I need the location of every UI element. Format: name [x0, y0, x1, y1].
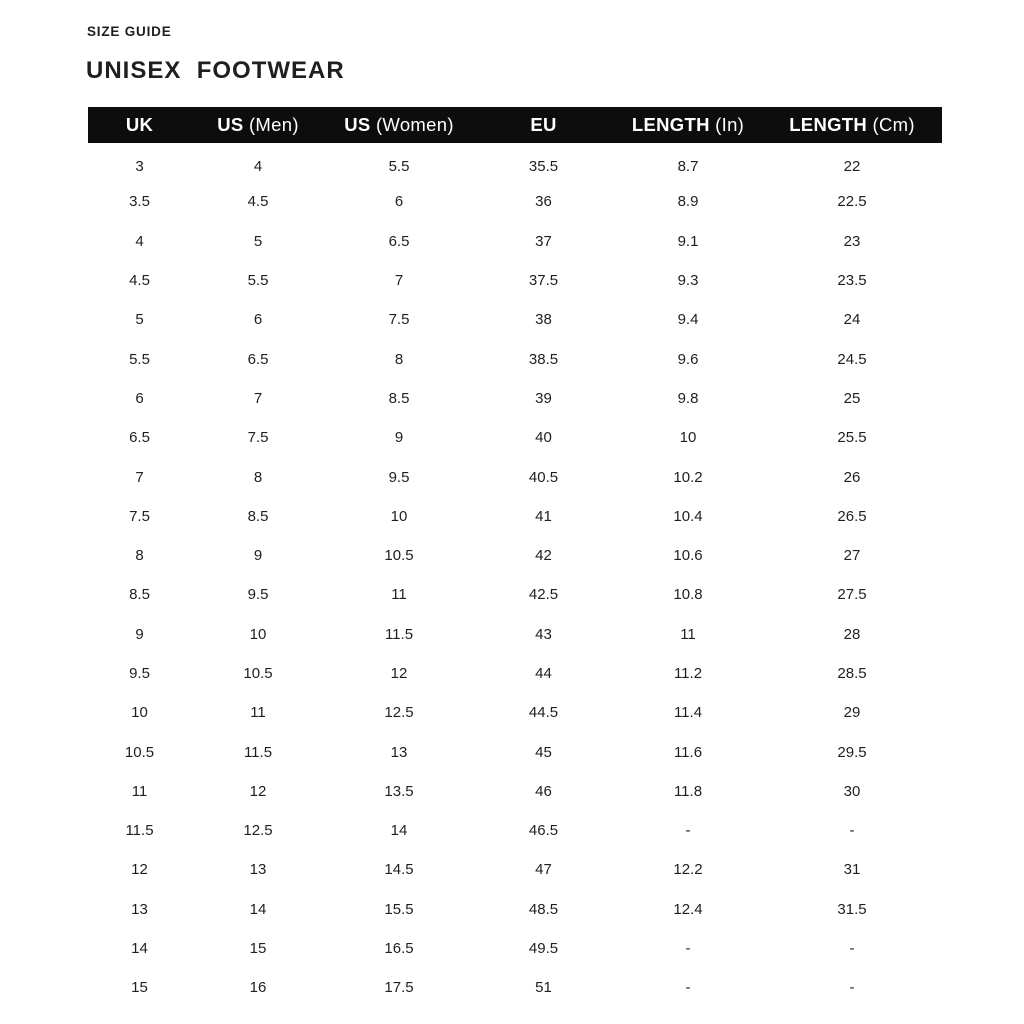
cell-length-in: 9.1: [677, 232, 699, 250]
cell-us-women: 9: [394, 429, 404, 447]
col-header-us-men-label: US: [217, 114, 244, 135]
cell-us-men: 7: [253, 389, 263, 407]
cell-uk: 7: [135, 468, 144, 486]
cell-us-women: 12: [390, 665, 408, 682]
cell-us-men: 8.5: [247, 507, 269, 525]
cell-us-women: 8.5: [388, 389, 410, 407]
cell-eu: 37.5: [528, 272, 559, 290]
cell-us-men: 11.5: [243, 743, 273, 761]
cell-uk: 12: [131, 861, 148, 879]
col-header-length-in: [614, 107, 762, 143]
size-guide-eyebrow: SIZE GUIDE: [87, 24, 172, 39]
cell-eu: 47: [535, 861, 552, 879]
cell-us-women: 17.5: [384, 979, 414, 997]
cell-uk: 14: [131, 940, 148, 958]
table-row: [88, 300, 942, 339]
cell-length-cm: -: [849, 822, 855, 840]
cell-length-cm: 23.5: [837, 272, 867, 290]
cell-us-men: 12.5: [243, 822, 273, 840]
cell-us-men: 11: [250, 704, 266, 722]
cell-eu: 40.5: [528, 468, 559, 486]
cell-uk: 7.5: [129, 507, 150, 525]
cell-length-in: -: [685, 940, 691, 958]
cell-uk: 13: [131, 900, 148, 918]
table-row: [88, 654, 942, 693]
col-header-us-men: [191, 107, 325, 143]
cell-length-cm: 29: [843, 704, 861, 722]
cell-us-women: 14: [390, 822, 408, 840]
cell-length-cm: 22: [843, 157, 861, 175]
table-head: [88, 107, 942, 143]
cell-eu: 49.5: [528, 940, 559, 958]
cell-length-cm: 24: [843, 311, 861, 329]
size-table-header-row: [88, 107, 942, 143]
cell-uk: 4: [135, 232, 144, 250]
cell-length-cm: 26: [843, 468, 861, 486]
col-header-eu-label: EU: [530, 114, 557, 135]
cell-uk: 15: [131, 979, 148, 997]
cell-us-men: 7.5: [247, 429, 269, 447]
table-row: [88, 772, 942, 811]
cell-length-in: 10.4: [673, 507, 703, 525]
cell-length-cm: -: [849, 940, 855, 958]
cell-length-in: 12.4: [673, 900, 703, 918]
cell-length-cm: 31.5: [837, 900, 867, 918]
cell-us-women: 11: [391, 586, 407, 604]
col-header-us-women-qualifier: (Women): [370, 114, 454, 135]
table-body: [88, 143, 942, 1008]
size-conversion-table: [88, 107, 942, 1008]
cell-uk: 8.5: [129, 586, 150, 604]
col-header-length-in-qualifier: (In): [709, 114, 745, 135]
cell-us-women: 10.5: [384, 547, 414, 565]
table-row: [88, 693, 942, 732]
col-header-length-cm: [762, 107, 942, 143]
cell-eu: 44.5: [528, 704, 559, 722]
cell-length-in: 10.2: [673, 468, 703, 486]
cell-us-women: 13.5: [384, 782, 414, 800]
cell-uk: 9: [135, 625, 144, 643]
cell-length-in: 8.7: [677, 157, 699, 175]
table-row: [88, 575, 942, 614]
table-row: [88, 339, 942, 378]
cell-length-in: 9.3: [677, 272, 699, 290]
cell-us-women: 11.5: [384, 625, 414, 643]
cell-uk: 4.5: [129, 272, 150, 290]
cell-uk: 3.5: [129, 193, 150, 211]
cell-length-in: 11.2: [673, 665, 703, 682]
cell-length-in: 8.9: [677, 193, 699, 211]
table-row: [88, 182, 942, 221]
col-header-us-women-label: US: [344, 114, 371, 135]
table-row: [88, 418, 942, 457]
cell-us-men: 12: [249, 782, 267, 800]
table-row: [88, 457, 942, 496]
cell-us-men: 6.5: [247, 350, 269, 368]
cell-uk: 6.5: [129, 429, 150, 447]
cell-length-in: 10.8: [673, 586, 703, 604]
cell-length-cm: 30: [843, 782, 861, 800]
cell-us-women: 8: [394, 350, 404, 368]
cell-us-women: 12.5: [384, 704, 414, 722]
cell-us-men: 15: [249, 940, 267, 958]
table-row: [88, 143, 942, 182]
cell-us-women: 13: [390, 743, 408, 761]
cell-uk: 5: [135, 311, 144, 329]
cell-us-men: 10: [249, 625, 267, 643]
table-row: [88, 379, 942, 418]
cell-length-in: 11: [680, 625, 696, 643]
cell-length-cm: 27: [843, 547, 861, 565]
cell-uk: 8: [135, 547, 144, 565]
cell-us-women: 7: [394, 272, 404, 290]
cell-length-cm: 24.5: [837, 350, 867, 368]
cell-length-cm: 25: [843, 389, 861, 407]
col-header-uk: [88, 107, 191, 143]
cell-uk: 6: [135, 389, 144, 407]
cell-us-men: 4: [253, 157, 263, 175]
cell-length-in: 11.8: [673, 782, 703, 800]
cell-us-women: 16.5: [384, 940, 414, 958]
cell-length-in: 10: [679, 429, 697, 447]
cell-eu: 51: [535, 979, 552, 997]
col-header-length-in-label: LENGTH: [631, 114, 710, 135]
cell-eu: 42: [535, 547, 552, 565]
cell-us-men: 5.5: [247, 272, 269, 290]
cell-eu: 46.5: [528, 822, 559, 840]
cell-length-in: 9.8: [677, 389, 699, 407]
cell-us-men: 9: [253, 547, 263, 565]
cell-uk: 10.5: [124, 743, 155, 761]
cell-eu: 35.5: [528, 157, 559, 175]
page-title: UNISEX FOOTWEAR: [86, 57, 345, 84]
cell-us-men: 4.5: [247, 193, 269, 211]
cell-us-women: 5.5: [388, 157, 410, 175]
cell-uk: 10: [131, 704, 148, 722]
cell-length-cm: 27.5: [837, 586, 867, 604]
cell-eu: 40: [535, 429, 552, 447]
cell-length-in: 11.6: [673, 743, 703, 761]
cell-uk: 11: [131, 782, 148, 800]
table-row: [88, 497, 942, 536]
cell-us-men: 10.5: [243, 665, 273, 682]
cell-uk: 9.5: [129, 665, 150, 682]
col-header-uk-label: UK: [125, 114, 154, 135]
table-row: [88, 968, 942, 1007]
cell-eu: 48.5: [528, 900, 559, 918]
cell-eu: 38: [535, 311, 552, 329]
cell-length-in: -: [685, 979, 691, 997]
cell-length-in: 12.2: [673, 861, 703, 879]
cell-eu: 36: [535, 193, 552, 211]
cell-us-women: 14.5: [384, 861, 414, 879]
cell-length-cm: 23: [843, 232, 861, 250]
table-row: [88, 615, 942, 654]
cell-uk: 3: [135, 157, 144, 175]
cell-us-men: 16: [249, 979, 267, 997]
cell-us-women: 15.5: [384, 900, 414, 918]
table-row: [88, 850, 942, 889]
cell-us-men: 13: [249, 861, 267, 879]
cell-eu: 44: [535, 665, 552, 682]
col-header-us-men-qualifier: (Men): [243, 114, 299, 135]
table-row: [88, 929, 942, 968]
cell-us-men: 9.5: [247, 586, 269, 604]
table-row: [88, 811, 942, 850]
cell-us-women: 10: [390, 507, 408, 525]
cell-length-cm: -: [849, 979, 855, 997]
cell-length-in: 9.4: [677, 311, 699, 329]
col-header-eu: [473, 107, 614, 143]
cell-us-men: 14: [249, 900, 267, 918]
col-header-length-cm-label: LENGTH: [789, 114, 868, 135]
cell-length-cm: 28.5: [837, 665, 867, 682]
cell-eu: 46: [535, 782, 552, 800]
cell-length-cm: 28: [843, 625, 861, 643]
cell-eu: 39: [535, 389, 552, 407]
col-header-length-cm-qualifier: (Cm): [867, 114, 915, 135]
cell-length-cm: 31: [843, 861, 861, 879]
table-row: [88, 222, 942, 261]
cell-us-women: 7.5: [388, 311, 410, 329]
cell-uk: 11.5: [125, 822, 154, 840]
cell-length-in: 11.4: [673, 704, 703, 722]
table-row: [88, 890, 942, 929]
table-row: [88, 536, 942, 575]
cell-length-cm: 29.5: [837, 743, 867, 761]
cell-length-cm: 26.5: [837, 507, 867, 525]
cell-eu: 41: [535, 507, 552, 525]
cell-length-cm: 22.5: [837, 193, 867, 211]
cell-us-men: 5: [253, 232, 263, 250]
cell-eu: 38.5: [528, 350, 559, 368]
cell-uk: 5.5: [129, 350, 150, 368]
cell-us-men: 6: [253, 311, 263, 329]
cell-length-in: 9.6: [677, 350, 699, 368]
cell-eu: 43: [535, 625, 552, 643]
table-row: [88, 732, 942, 771]
cell-eu: 42.5: [528, 586, 559, 604]
cell-eu: 45: [535, 743, 552, 761]
table-row: [88, 261, 942, 300]
cell-length-in: -: [685, 822, 691, 840]
cell-length-cm: 25.5: [837, 429, 867, 447]
cell-eu: 37: [535, 232, 552, 250]
cell-length-in: 10.6: [673, 547, 703, 565]
cell-us-men: 8: [253, 468, 263, 486]
col-header-us-women: [325, 107, 473, 143]
cell-us-women: 6.5: [388, 232, 410, 250]
cell-us-women: 9.5: [388, 468, 410, 486]
cell-us-women: 6: [394, 193, 404, 211]
